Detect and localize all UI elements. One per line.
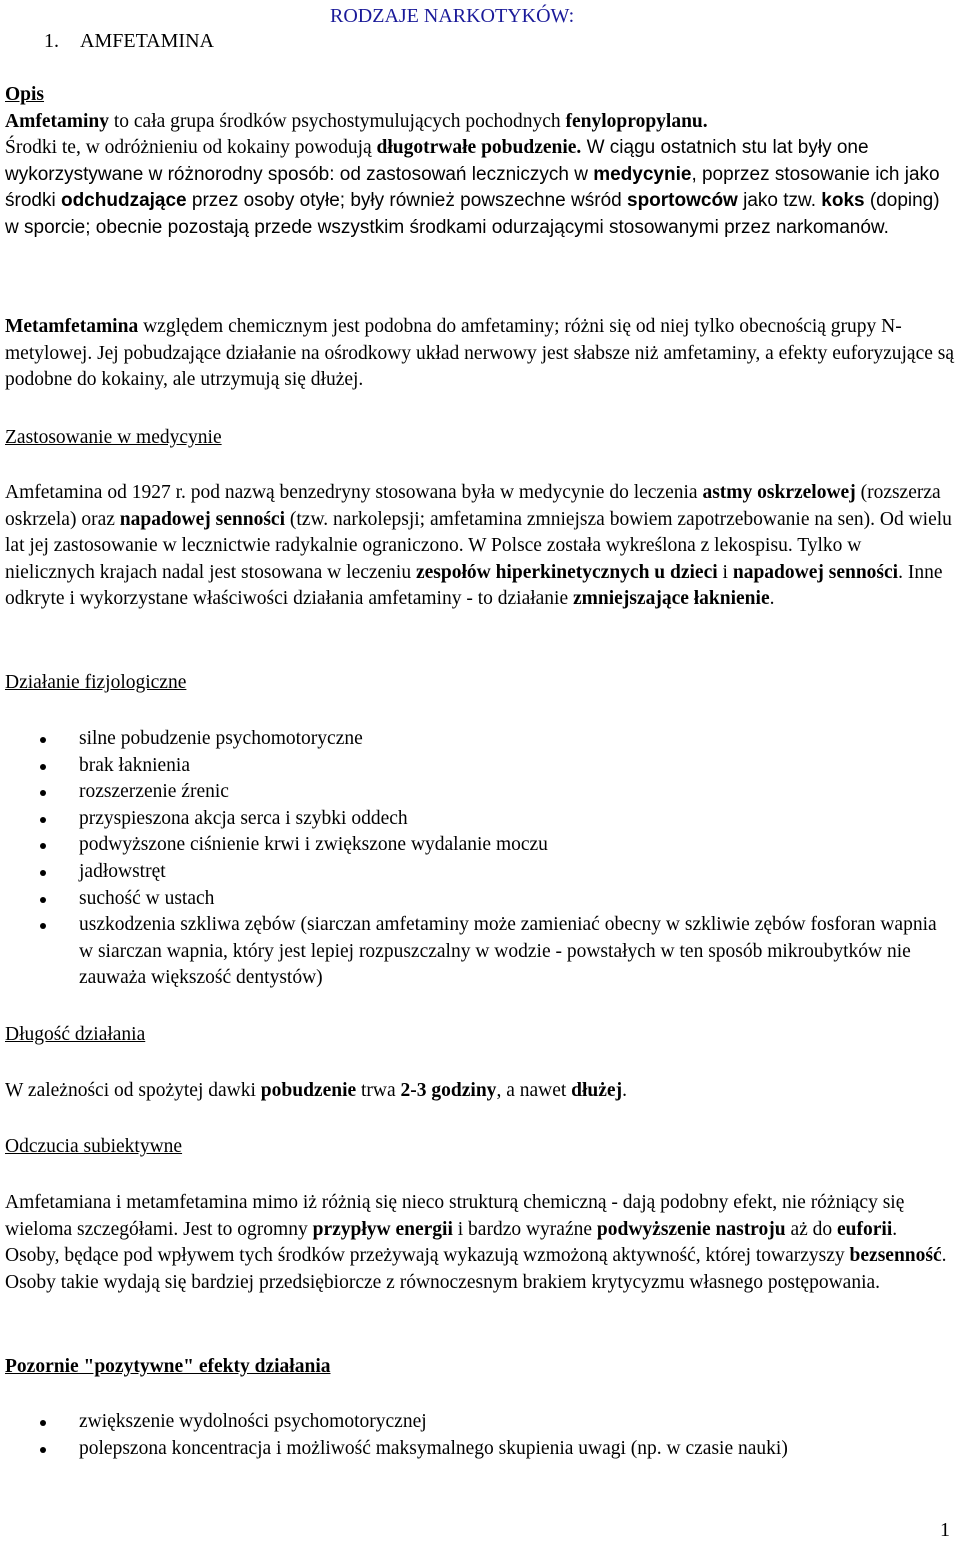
dlugosc-paragraph: W zależności od spożytej dawki pobudzenie trwa 2-3 godziny, a nawet dłużej.	[5, 1080, 627, 1101]
page-number: 1	[940, 1519, 950, 1541]
list-item: rozszerzenie źrenic	[0, 779, 955, 806]
bullet-icon	[40, 737, 46, 743]
bullet-icon	[40, 923, 46, 929]
fizjologia-heading-block	[5, 670, 955, 697]
section-title: AMFETAMINA	[80, 30, 214, 52]
dlugosc-heading: Długość działania	[5, 1024, 146, 1045]
list-item: zwiększenie wydolności psychomotorycznej	[0, 1409, 955, 1436]
bullet-icon	[40, 870, 46, 876]
list-item: suchość w ustach	[0, 886, 955, 913]
fizjologia-list	[0, 726, 955, 992]
opis-section	[5, 82, 955, 242]
odczucia-heading: Odczucia subiektywne	[5, 1136, 183, 1157]
bullet-icon	[40, 897, 46, 903]
pozytywne-heading-block	[5, 1354, 955, 1381]
pozytywne-list	[0, 1409, 955, 1462]
list-item: przyspieszona akcja serca i szybki oddech	[0, 806, 955, 833]
bullet-icon	[40, 817, 46, 823]
list-item: polepszona koncentracja i możliwość maksymalnego skupienia uwagi (np. w czasie nauki)	[0, 1436, 955, 1463]
opis-paragraph-2: Metamfetamina względem chemicznym jest podobna do amfetaminy; różni się od niej tylko obecnością grupy N-metylowej. Jej pobudzające działanie na ośrodkowy układ nerwowy jest słabsze niż amfetaminy, a efekty euforyzujące są podobne do kokainy, ale utrzymują się dłużej.	[5, 316, 954, 391]
bullet-icon	[40, 1447, 46, 1453]
opis-paragraph-1: Amfetaminy to cała grupa środków psychostymulujących pochodnych fenylopropylanu. Środki te, w odróżnieniu od kokainy powodują długotrwałe pobudzenie. W ciągu ostatnich stu lat były one wykorzystywane w różnorodny sposób: od zastosowań leczniczych w medycynie, poprzez stosowanie ich jako środki odchudzające przez osoby otyłe; były również powszechne wśród sportowców jako tzw. koks (doping) w sporcie; obecnie pozostają przede wszystkim środkami odurzającymi stosowanymi przez narkomanów.	[5, 110, 940, 238]
medycyna-heading: Zastosowanie w medycynie	[5, 427, 222, 448]
dlugosc-heading-block	[5, 1022, 955, 1049]
list-item: podwyższone ciśnienie krwi i zwiększone wydalanie moczu	[0, 832, 955, 859]
section-number: 1.	[44, 30, 59, 52]
medycyna-heading-block	[5, 425, 955, 452]
bullet-icon	[40, 843, 46, 849]
opis-heading: Opis	[5, 84, 45, 105]
document-title: RODZAJE NARKOTYKÓW:	[330, 5, 575, 27]
list-item: uszkodzenia szkliwa zębów (siarczan amfetaminy może zamieniać obecny w szkliwie zębów fosforan wapnia w siarczan wapnia, który jest lepiej rozpuszczalny w wodzie - powstałych w ten sposób mikroubytków nie zauważa większość dentystów)	[0, 912, 955, 992]
bullet-icon	[40, 790, 46, 796]
odczucia-paragraph: Amfetamiana i metamfetamina mimo iż różnią się nieco strukturą chemiczną - dają podobny efekt, nie różniący się wieloma szczegółami. Jest to ogromny przypływ energii i bardzo wyraźne podwyższenie nastroju aż do euforii. Osoby, będące pod wpływem tych środków przeżywają wykazują wzmożoną aktywność, której towarzyszy bezsenność. Osoby takie wydają się bardziej przedsiębiorcze z równoczesnym brakiem krytycyzmu własnego postępowania.	[5, 1192, 947, 1293]
odczucia-heading-block	[5, 1134, 955, 1161]
list-item: brak łaknienia	[0, 753, 955, 780]
bullet-icon	[40, 764, 46, 770]
pozytywne-heading: Pozornie "pozytywne" efekty działania	[5, 1356, 331, 1377]
medycyna-paragraph: Amfetamina od 1927 r. pod nazwą benzedryny stosowana była w medycynie do leczenia astmy oskrzelowej (rozszerza oskrzela) oraz napadowej senności (tzw. narkolepsji; amfetamina zmniejsza bowiem zapotrzebowanie na sen). Od wielu lat jej zastosowanie w lecznictwie radykalnie ograniczono. W Polsce została wykreślona z lekospisu. Tylko w nielicznych krajach nadal jest stosowana w leczeniu zespołów hiperkinetycznych u dzieci i napadowej senności. Inne odkryte i wykorzystane właściwości działania amfetaminy - to działanie zmniejszające łaknienie.	[5, 482, 952, 610]
list-item: jadłowstręt	[0, 859, 955, 886]
bullet-icon	[40, 1420, 46, 1426]
fizjologia-heading: Działanie fizjologiczne	[5, 672, 187, 693]
list-item: silne pobudzenie psychomotoryczne	[0, 726, 955, 753]
